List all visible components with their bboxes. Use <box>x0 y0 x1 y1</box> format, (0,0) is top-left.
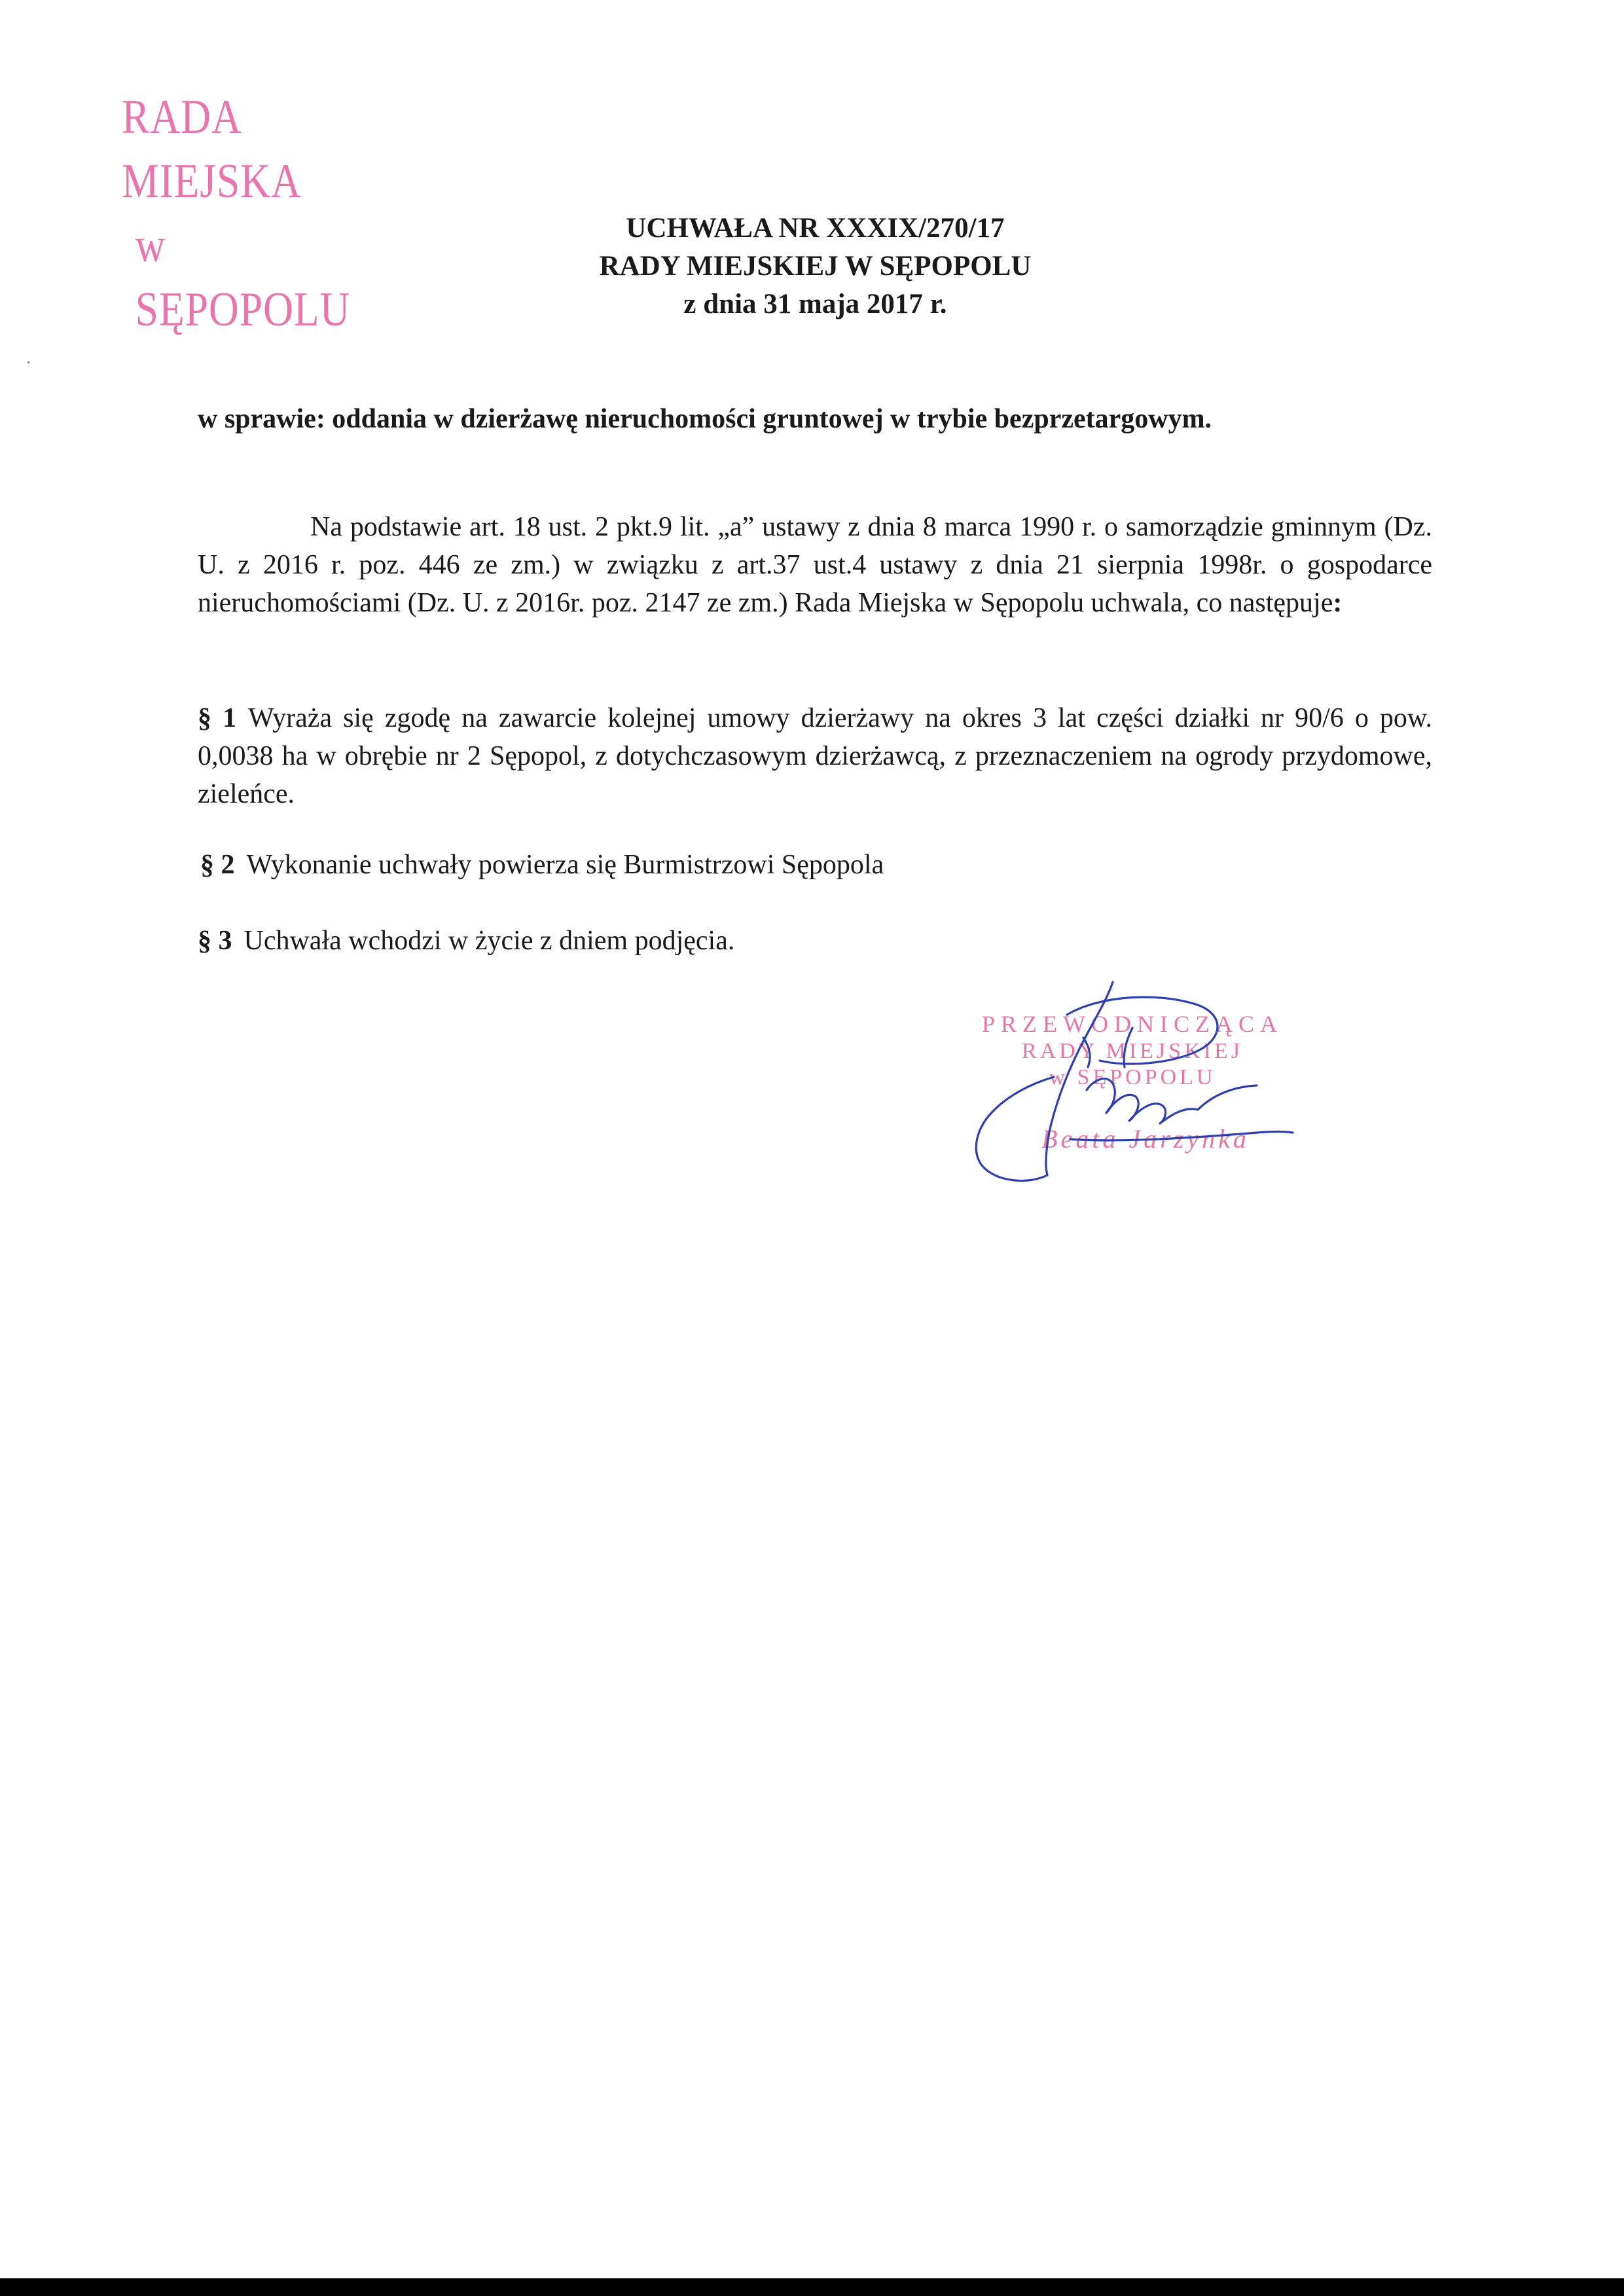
section-1 <box>198 699 1432 813</box>
council-stamp-line2: w SĘPOPOLU <box>135 219 351 337</box>
council-stamp-line1: RADA MIEJSKA <box>122 90 302 208</box>
section-2-sign: § 2 <box>200 850 235 880</box>
section-1-text: Wyraża się zgodę na zawarcie kolejnej umowy dzierżawy na okres 3 lat części działki nr 90/6 o pow. 0,0038 ha w obrębie nr 2 Sępopol, z dotychczasowym dzierżawcą, z przeznaczeniem na ogrody przydomowe, zieleńce. <box>198 703 1432 809</box>
section-3-sign: § 3 <box>198 926 232 956</box>
legal-basis-text: Na podstawie art. 18 ust. 2 pkt.9 lit. „a” ustawy z dnia 8 marca 1990 r. o samorządzie gminnym (Dz. U. z 2016 r. poz. 446 ze zm.) w związku z art.37 ust.4 ustawy z dnia 21 sierpnia 1998r. o gospodarce nieruchomościami (Dz. U. z 2016r. poz. 2147 ze zm.) Rada Miejska w Sępopolu uchwala, co następuje <box>198 512 1432 618</box>
section-3 <box>198 922 1432 960</box>
chairperson-name: Beata Jarzynka <box>1041 1124 1250 1154</box>
section-3-text: Uchwała wchodzi w życie z dniem podjęcia. <box>244 926 735 956</box>
scan-speck <box>27 361 29 363</box>
resolution-header <box>0 210 1624 323</box>
chairperson-town: w SĘPOPOLU <box>1049 1065 1216 1089</box>
handwritten-signature <box>916 975 1322 1192</box>
legal-basis-paragraph <box>198 508 1432 622</box>
resolution-issuer: RADY MIEJSKIEJ W SĘPOPOLU <box>599 251 1032 282</box>
resolution-date: z dnia 31 maja 2017 r. <box>683 289 947 319</box>
section-2-text: Wykonanie uchwały powierza się Burmistrzowi Sępopola <box>246 850 884 880</box>
section-1-sign: § 1 <box>198 703 237 733</box>
section-2 <box>200 846 1435 884</box>
legal-basis-colon: : <box>1333 588 1343 618</box>
resolution-number: UCHWAŁA NR XXXIX/270/17 <box>626 213 1005 244</box>
resolution-subject: w sprawie: oddania w dzierżawę nieruchomości gruntowej w trybie bezprzetargowym. <box>198 404 1212 434</box>
scan-bottom-edge <box>0 2278 1624 2296</box>
chairperson-council: RADY MIEJSKIEJ <box>1022 1039 1243 1063</box>
chairperson-title: PRZEWODNICZĄCA <box>982 1011 1283 1037</box>
